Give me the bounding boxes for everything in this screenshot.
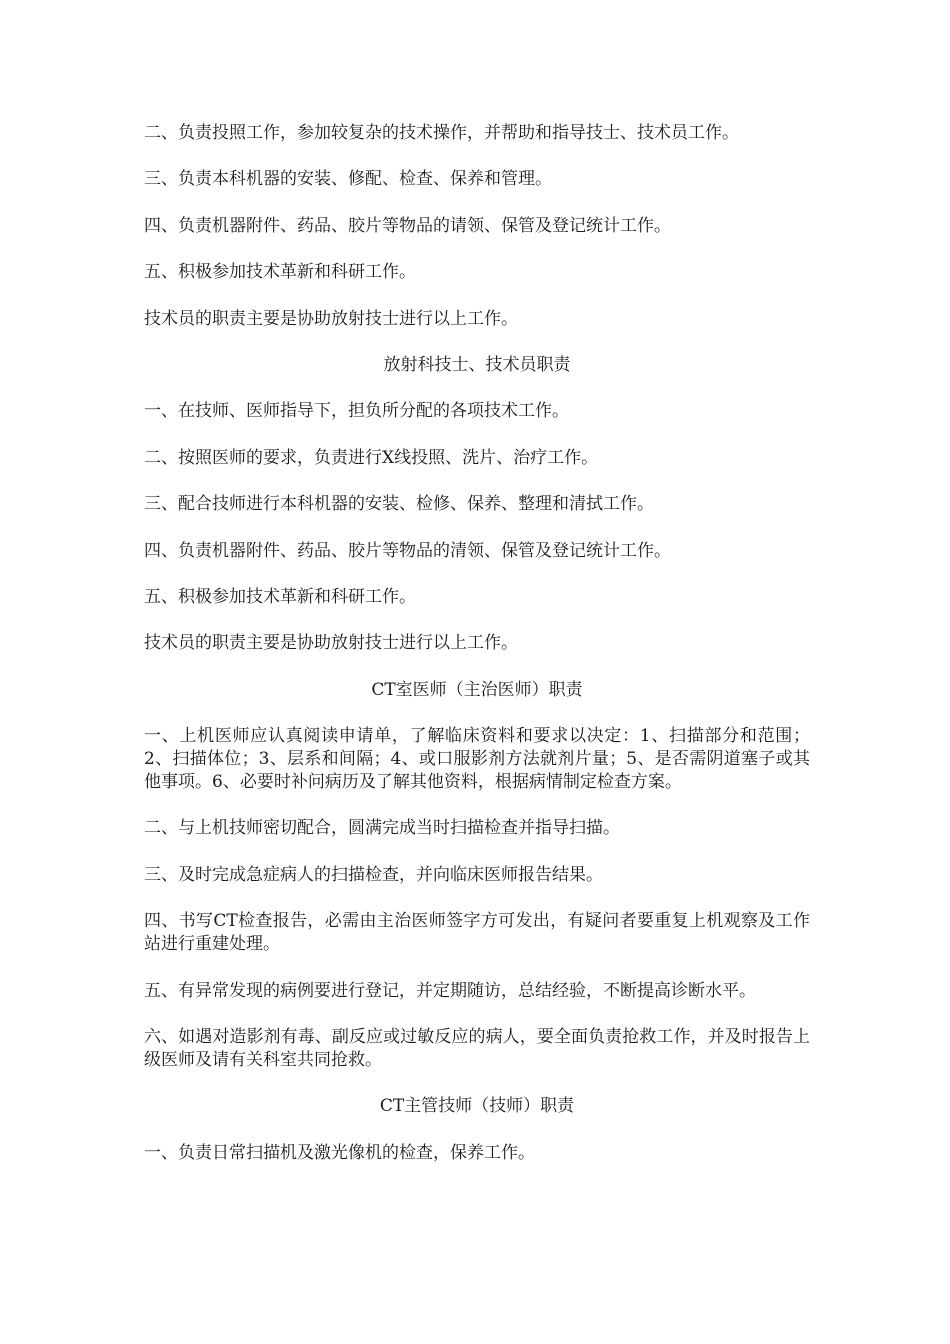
paragraph: 技术员的职责主要是协助放射技士进行以上工作。 xyxy=(144,633,518,654)
paragraph: 四、负责机器附件、药品、胶片等物品的清领、保管及登记统计工作。 xyxy=(144,540,671,561)
paragraph: 六、如遇对造影剂有毒、副反应或过敏反应的病人，要全面负责抢救工作，并及时报告上级医师及请有关科室共同抢救。 xyxy=(144,1027,810,1071)
paragraph: 四、负责机器附件、药品、胶片等物品的请领、保管及登记统计工作。 xyxy=(144,215,671,236)
paragraph: 二、按照医师的要求，负责进行X线投照、洗片、治疗工作。 xyxy=(144,447,599,468)
paragraph: 五、有异常发现的病例要进行登记，并定期随访，总结经验，不断提高诊断水平。 xyxy=(144,980,756,1001)
paragraph: 二、负责投照工作，参加较复杂的技术操作，并帮助和指导技士、技术员工作。 xyxy=(144,123,739,143)
paragraph: 三、负责本科机器的安装、修配、检查、保养和管理。 xyxy=(144,169,552,190)
paragraph: 三、及时完成急症病人的扫描检查，并向临床医师报告结果。 xyxy=(144,864,603,885)
paragraph: 一、在技师、医师指导下，担负所分配的各项技术工作。 xyxy=(144,401,569,422)
document-body xyxy=(144,122,810,1188)
paragraph: 五、积极参加技术革新和科研工作。 xyxy=(144,262,416,283)
paragraph: 三、配合技师进行本科机器的安装、检修、保养、整理和清拭工作。 xyxy=(144,494,654,515)
paragraph: 技术员的职责主要是协助放射技士进行以上工作。 xyxy=(144,308,518,329)
paragraph: 一、负责日常扫描机及激光像机的检查，保养工作。 xyxy=(144,1142,535,1163)
paragraph: 四、书写CT检查报告，必需由主治医师签字方可发出，有疑问者要重复上机观察及工作站进行重建处理。 xyxy=(144,911,810,955)
section-heading: 放射科技士、技术员职责 xyxy=(383,354,571,375)
paragraph: 二、与上机技师密切配合，圆满完成当时扫描检查并指导扫描。 xyxy=(144,818,620,839)
paragraph: 五、积极参加技术革新和科研工作。 xyxy=(144,586,416,607)
paragraph: 一、上机医师应认真阅读申请单，了解临床资料和要求以决定：1、扫描部分和范围；2、扫描体位；3、层系和间隔；4、或口服影剂方法就剂片量；5、是否需阴道塞子或其他事项。6、必要时补问病历及了解其他资料，根据病情制定检查方案。 xyxy=(144,726,810,793)
section-heading: CT主管技师（技师）职责 xyxy=(379,1096,575,1117)
section-heading: CT室医师（主治医师）职责 xyxy=(371,679,583,700)
